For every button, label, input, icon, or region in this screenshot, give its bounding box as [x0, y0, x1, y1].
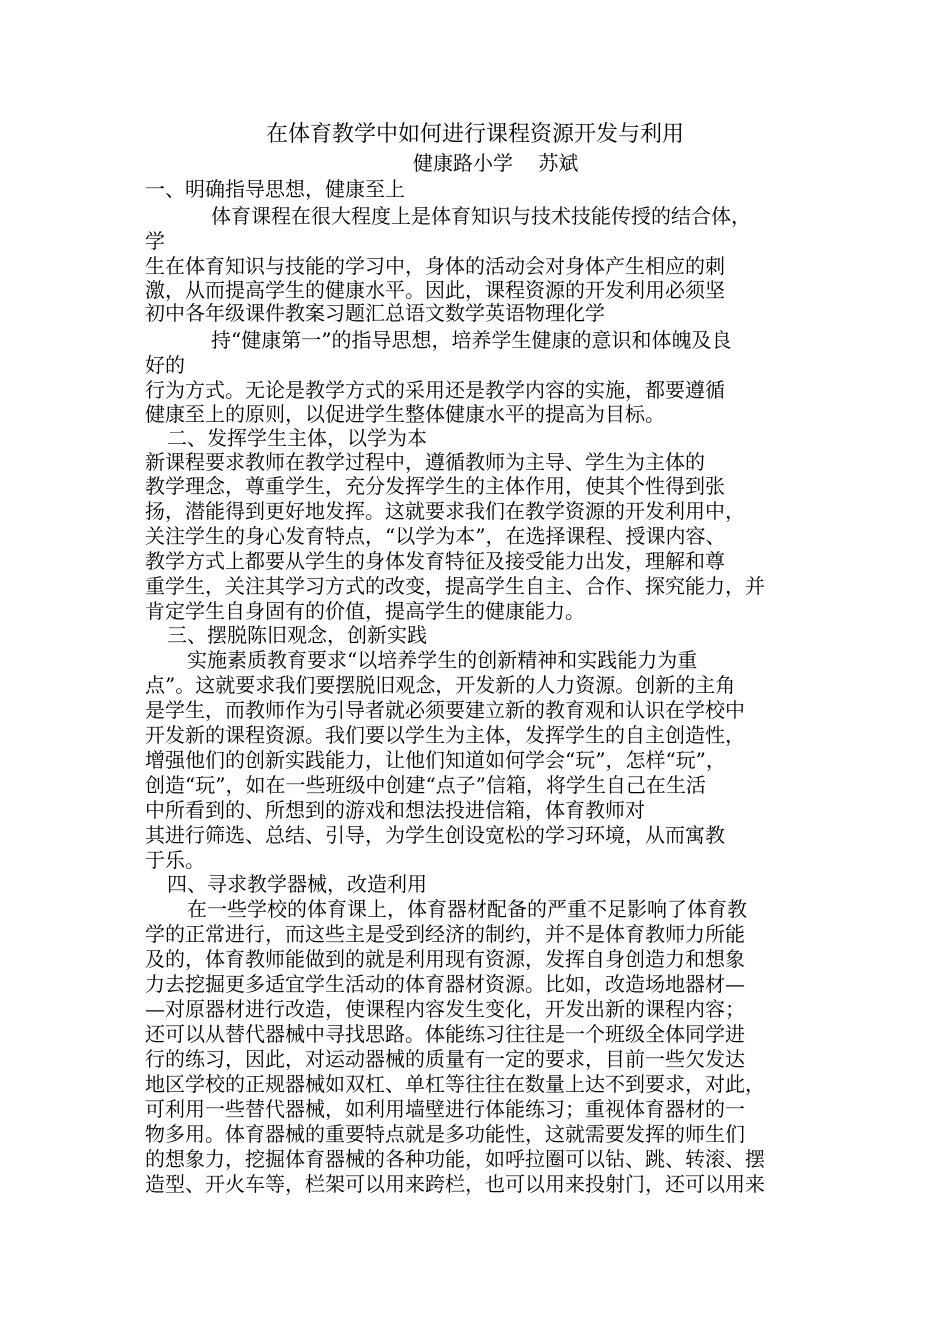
text-line: 重学生，关注其学习方式的改变，提高学生自主、合作、探究能力，并: [145, 574, 765, 598]
text-line: 在一些学校的体育课上，体育器材配备的严重不足影响了体育教: [187, 897, 747, 921]
text-line: 教学方式上都要从学生的身体发育特征及接受能力出发，理解和尊: [145, 549, 725, 573]
text-line: 关注学生的身心发育特点，“以学为本”，在选择课程、授课内容、: [145, 524, 726, 548]
text-line: 扬，潜能得到更好地发挥。这就要求我们在教学资源的开发利用中，: [145, 499, 745, 523]
text-line: 力去挖掘更多适宜学生活动的体育器材资源。比如，改造场地器材—: [145, 972, 745, 996]
text-line: —对原器材进行改造，使课程内容发生变化，开发出新的课程内容；: [145, 997, 745, 1021]
text-line: 物多用。体育器械的重要特点就是多功能性，这就需要发挥的师生们: [145, 1122, 745, 1146]
text-line: 实施素质教育要求“以培养学生的创新精神和实践能力为重: [187, 648, 698, 672]
text-line: 开发新的课程资源。我们要以学生为主体，发挥学生的自主创造性，: [145, 723, 745, 747]
text-line: 好的: [145, 353, 185, 377]
text-line: 初中各年级课件教案习题汇总语文数学英语物理化学: [145, 301, 605, 325]
heading-4: 四、寻求教学器械，改造利用: [167, 872, 427, 896]
text-line: 地区学校的正规器械如双杠、单杠等往往在数量上达不到要求，对此，: [145, 1072, 765, 1096]
document-title: 在体育教学中如何进行课程资源开发与利用: [265, 122, 684, 147]
text-line: 可利用一些替代器械，如利用墙壁进行体能练习；重视体育器材的一: [145, 1097, 745, 1121]
text-line: 学: [145, 229, 165, 253]
text-line: 激，从而提高学生的健康水平。因此，课程资源的开发利用必须坚: [145, 278, 725, 302]
text-line: 点”。这就要求我们要摆脱旧观念，开发新的人力资源。创新的主角: [145, 673, 736, 697]
text-line: 肯定学生自身固有的价值，提高学生的健康能力。: [145, 599, 585, 623]
text-line: 新课程要求教师在教学过程中，遵循教师为主导、学生为主体的: [145, 450, 705, 474]
text-line: 持“健康第一”的指导思想，培养学生健康的意识和体魄及良: [211, 328, 732, 352]
heading-1: 一、明确指导思想，健康至上: [145, 177, 405, 201]
text-line: 行的练习，因此，对运动器械的质量有一定的要求，目前一些欠发达: [145, 1047, 745, 1071]
text-line: 体育课程在很大程度上是体育知识与技术技能传授的结合体，: [211, 204, 751, 228]
text-line: 健康至上的原则，以促进学生整体健康水平的提高为目标。: [145, 402, 665, 426]
text-line: 增强他们的创新实践能力，让他们知道如何学会“玩”，怎样“玩”，: [145, 748, 726, 772]
text-line: 学的正常进行，而这些主是受到经济的制约，并不是体育教师力所能: [145, 922, 745, 946]
text-line: 行为方式。无论是教学方式的采用还是教学内容的实施，都要遵循: [145, 378, 725, 402]
text-line: 中所看到的、所想到的游戏和想法投进信箱，体育教师对: [145, 798, 645, 822]
heading-2: 二、发挥学生主体，以学为本: [167, 426, 427, 450]
text-line: 教学理念，尊重学生，充分发挥学生的主体作用，使其个性得到张: [145, 474, 725, 498]
text-line: 造型、开火车等，栏架可以用来跨栏，也可以用来投射门，还可以用来: [145, 1172, 765, 1196]
text-line: 的想象力，挖掘体育器械的各种功能，如呼拉圈可以钻、跳、转滚、摆: [145, 1147, 765, 1171]
text-line: 其进行筛选、总结、引导，为学生创设宽松的学习环境，从而寓教: [145, 823, 725, 847]
text-line: 及的，体育教师能做到的就是利用现有资源，发挥自身创造力和想象: [145, 947, 745, 971]
text-line: 还可以从替代器械中寻找思路。体能练习往往是一个班级全体同学进: [145, 1022, 745, 1046]
heading-3: 三、摆脱陈旧观念，创新实践: [167, 623, 427, 647]
text-line: 生在体育知识与技能的学习中，身体的活动会对身体产生相应的刺: [145, 254, 725, 278]
author-line: 健康路小学 苏斌: [413, 151, 579, 175]
text-line: 于乐。: [145, 848, 205, 872]
text-line: 是学生，而教师作为引导者就必须要建立新的教育观和认识在学校中: [145, 698, 745, 722]
text-line: 创造“玩”，如在一些班级中创建“点子”信箱，将学生自己在生活: [145, 773, 706, 797]
